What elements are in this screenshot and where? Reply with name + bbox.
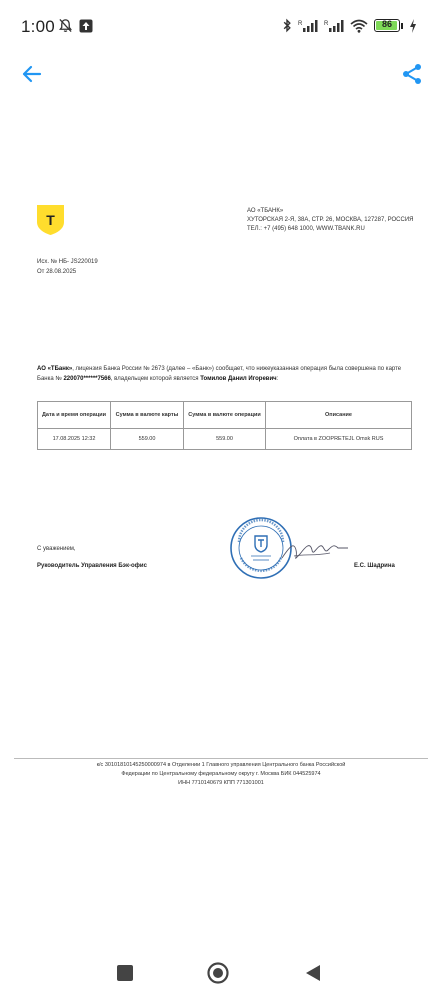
footer-bank-details: к/с 30101810145250000974 в Отделении 1 Главного управления Центрального банка Российской Федерации по Центральному федеральному округу г. Москва БИК 044525974 ИНН 7710140679 КПП 771301001 — [96, 762, 346, 786]
table-row — [38, 429, 412, 450]
reference-block — [37, 257, 98, 277]
signal-2-icon — [324, 19, 344, 32]
reference-date: От 28.08.2025 — [37, 269, 77, 275]
mute-notifications-icon — [58, 18, 73, 33]
notice-text: АО «ТБанк», лицензия Банка России № 2673 (далее – «Банк») сообщает, что нижеуказанная операция была совершена по карте Банка № 220070******7566, владельцем которой является Томилов Данил Игоревич: — [37, 366, 402, 382]
company-info — [247, 207, 414, 234]
company-address: ХУТОРСКАЯ 2-Я, 38А, СТР. 26, МОСКВА, 127287, РОССИЯ — [247, 217, 414, 223]
bank-logo-icon — [37, 205, 64, 235]
header-card-amount: Сумма в валюте карты — [111, 402, 184, 429]
system-nav-bar — [0, 950, 439, 1000]
table-header-row — [38, 402, 412, 429]
notice-bank: АО «ТБанк» — [37, 366, 73, 372]
home-circle-icon[interactable] — [207, 962, 229, 984]
cell-op-amount: 559.00 — [184, 429, 266, 450]
svg-text:R: R — [324, 21, 329, 27]
charging-icon — [409, 19, 417, 33]
battery-icon — [374, 19, 400, 32]
company-name: АО «ТБАНК» — [247, 208, 284, 214]
signature-icon — [280, 536, 350, 566]
svg-text:R: R — [298, 21, 303, 27]
header-description: Описание — [266, 402, 412, 429]
reference-number: Исх. № НБ- JS220019 — [37, 259, 98, 265]
operations-table — [37, 401, 412, 450]
notice-card: 220070******7566 — [63, 376, 111, 382]
company-phone: ТЕЛ.: +7 (495) 648 1000, WWW.TBANK.RU — [247, 226, 365, 232]
share-icon[interactable] — [400, 62, 424, 86]
recents-square-icon[interactable] — [114, 962, 136, 984]
back-arrow-icon[interactable] — [20, 62, 44, 86]
notice-owner: Томилов Данил Игоревич — [200, 376, 277, 382]
signer-name: Е.С. Шадрина — [354, 563, 395, 569]
status-time: 1:00 — [21, 17, 55, 36]
signal-1-icon — [298, 19, 318, 32]
cell-card-amount: 559.00 — [111, 429, 184, 450]
back-triangle-icon[interactable] — [302, 962, 324, 984]
signer-role: Руководитель Управления Бэк-офис — [37, 563, 147, 569]
wifi-icon — [350, 19, 368, 33]
bluetooth-icon — [282, 18, 292, 33]
greeting: С уважением, — [37, 546, 76, 552]
cell-description: Оплата в ZOOPRETEJL Omsk RUS — [266, 429, 412, 450]
upload-notification-icon — [79, 19, 93, 33]
header-op-amount: Сумма в валюте операции — [184, 402, 266, 429]
logo-letter: T — [46, 212, 55, 228]
cell-date: 17.08.2025 12:32 — [38, 429, 111, 450]
battery-level: 86 — [381, 19, 392, 29]
header-date: Дата и время операции — [38, 402, 111, 429]
footer-divider — [14, 758, 428, 759]
status-bar — [0, 0, 439, 52]
